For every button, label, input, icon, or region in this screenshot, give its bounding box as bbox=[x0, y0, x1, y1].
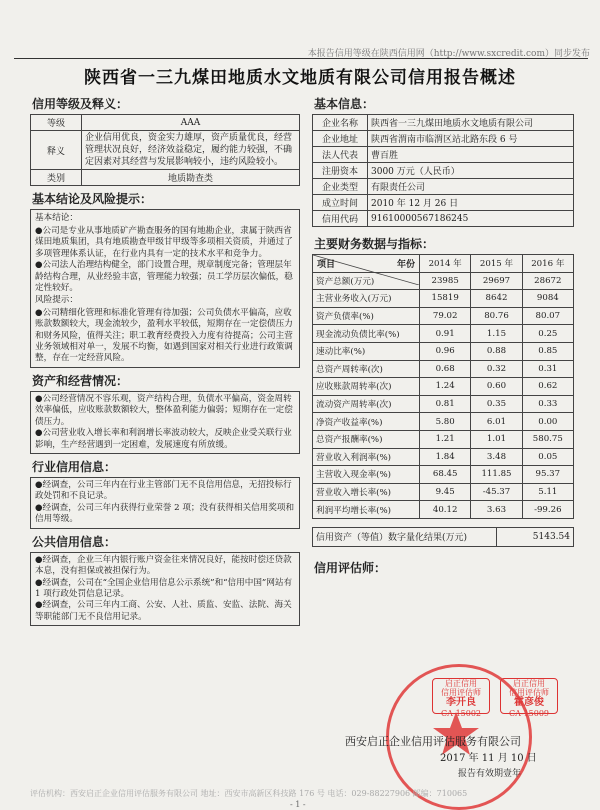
finance-value: 0.62 bbox=[522, 378, 573, 396]
ops-item: ●公司营业收入增长率和利润增长率波动较大，反映企业受关联行业影响，生产经营遇到一定困难，发展速度有所放缓。 bbox=[35, 428, 292, 450]
finance-value: 15819 bbox=[420, 290, 471, 308]
report-title: 陕西省一三九煤田地质水文地质有限公司信用报告概述 bbox=[84, 68, 516, 88]
finance-value: 0.05 bbox=[522, 448, 573, 466]
table-row bbox=[313, 466, 574, 484]
validity-note: 报告有效期壹年 bbox=[458, 769, 522, 779]
finance-value: 0.32 bbox=[471, 360, 522, 378]
finance-value: 80.07 bbox=[522, 307, 573, 325]
finance-value: 6.01 bbox=[471, 413, 522, 431]
page-number: - 1 - bbox=[290, 800, 306, 809]
stamp-name: 李开良 bbox=[446, 697, 476, 709]
item-label: 项目 bbox=[317, 259, 336, 270]
public-item: ●经调查，企业三年内银行账户资金往来情况良好，能按时偿还贷款本息，没有担保或被担保行为。 bbox=[35, 554, 292, 577]
table-row bbox=[313, 131, 574, 147]
finance-value: 1.84 bbox=[420, 448, 471, 466]
finance-value: 5.11 bbox=[522, 483, 573, 501]
finance-metric: 营业收入增长率(%) bbox=[313, 483, 420, 501]
finance-value: 0.31 bbox=[522, 360, 573, 378]
risk-item: ●公司精细化管理和标准化管理有待加强；公司负债水平偏高，应收账款数额较大，现金流较少，盈利水平较低，短期存在一定偿债压力和财务风险，值得关注；职工教育经费投入力度有待提高；公司主营业务领域相对单一，发展不均衡，如遇到国家对相关行业进行政策调整，存在一定经营风险。 bbox=[35, 307, 293, 364]
issue-date: 2017 年 11 月 10 日 bbox=[440, 753, 537, 764]
finance-value: -99.26 bbox=[522, 501, 573, 519]
finance-value: 1.24 bbox=[420, 378, 471, 396]
ops-heading: 资产和经营情况： bbox=[32, 373, 129, 388]
stamp-top: 启正信用 bbox=[513, 679, 545, 688]
conclusion-item: ●公司是专业从事地质矿产勘查服务的国有地勘企业，隶属于陕西省煤田地质集团，具有地质勘查甲级甘甲级等多项相关资质，并通过了多项管理体系认证，在行业内具有一定的技术水平和竞争力。 bbox=[35, 225, 293, 259]
finance-value: 3.48 bbox=[471, 448, 522, 466]
finance-metric: 总资产报酬率(%) bbox=[313, 430, 420, 448]
footer-contact: 评估机构：西安启正企业信用评估服务有限公司 地址：西安市高新区科技路 176 号 电话：029-88227906 邮编：710065 bbox=[30, 789, 468, 798]
score-label: 信用资产（等值）数字量化结果(万元) bbox=[313, 527, 497, 546]
finance-metric: 资产负债率(%) bbox=[313, 307, 420, 325]
basic-info-value: 曹百胜 bbox=[368, 147, 574, 163]
finance-value: 8642 bbox=[471, 290, 522, 308]
stamp-no: CA-15009 bbox=[508, 708, 550, 718]
basic-info-key: 企业地址 bbox=[313, 131, 368, 147]
table-row bbox=[31, 131, 300, 170]
table-row bbox=[313, 147, 574, 163]
finance-metric: 净资产收益率(%) bbox=[313, 413, 420, 431]
basic-risk-heading: 基本结论及风险提示： bbox=[32, 192, 153, 207]
right-column bbox=[312, 95, 574, 578]
finance-heading: 主要财务数据与指标： bbox=[314, 237, 435, 251]
basic-info-key: 企业类型 bbox=[313, 179, 368, 195]
grade-desc-value: 企业信用优良，资金实力雄厚，资产质量优良，经营管理状况良好，经济效益稳定，履约能力较强，不确定因素对其经营与发展影响较小，违约风险较小。 bbox=[82, 131, 300, 170]
stamp-no: CA-15002 bbox=[440, 708, 482, 718]
basic-info-key: 注册资本 bbox=[313, 163, 368, 179]
table-header-row bbox=[313, 255, 574, 273]
finance-metric: 主营收入现金率(%) bbox=[313, 466, 420, 484]
basic-info-key: 信用代码 bbox=[313, 211, 368, 227]
industry-item: ●经调查，公司三年内获得行业荣誉 2 项；没有获得相关信用奖项和信用等级。 bbox=[35, 502, 295, 525]
basic-risk-box bbox=[30, 209, 300, 367]
finance-value: 0.00 bbox=[522, 413, 573, 431]
finance-value: 40.12 bbox=[420, 501, 471, 519]
industry-item: ●经调查，公司三年内在行业主管部门无不良信用信息，无招投标行政处罚和不良记录。 bbox=[35, 480, 292, 502]
year-header: 2015 年 bbox=[471, 255, 522, 273]
table-row bbox=[313, 163, 574, 179]
finance-metric: 主营业务收入(万元) bbox=[313, 290, 420, 308]
finance-value: 0.68 bbox=[420, 360, 471, 378]
table-row bbox=[313, 378, 574, 396]
table-row bbox=[313, 448, 574, 466]
grade-heading: 信用等级及释义： bbox=[32, 97, 129, 111]
finance-value: 3.63 bbox=[471, 501, 522, 519]
finance-table bbox=[312, 254, 574, 519]
table-row bbox=[313, 430, 574, 448]
finance-value: 0.85 bbox=[522, 342, 573, 360]
conclusion-item: ●公司法人治理结构健全，部门设置合理，规章制度完备；管理层年龄结构合理，从业经验丰富，管理能力较强；员工学历层次偏低，稳定性较好。 bbox=[35, 260, 293, 293]
stamp-mid: 信用评估师 bbox=[509, 688, 549, 698]
finance-value: 0.81 bbox=[420, 395, 471, 413]
finance-value: 28672 bbox=[522, 272, 573, 290]
finance-metric: 利润平均增长率(%) bbox=[313, 501, 420, 519]
grade-level-key: 等级 bbox=[31, 115, 82, 131]
finance-value: 0.33 bbox=[522, 395, 573, 413]
finance-metric: 应收账款周转率(次) bbox=[313, 378, 420, 396]
finance-value: 79.02 bbox=[420, 307, 471, 325]
finance-value: 0.88 bbox=[471, 342, 522, 360]
table-row bbox=[313, 179, 574, 195]
finance-value: 111.85 bbox=[471, 466, 522, 484]
year-label: 年份 bbox=[396, 260, 415, 270]
finance-value: 0.96 bbox=[420, 342, 471, 360]
industry-box bbox=[30, 477, 300, 529]
basic-info-key: 法人代表 bbox=[313, 147, 368, 163]
public-item: ●经调查，公司三年内工商、公安、人社、质监、安监、法院、海关等职能部门无不良信用记录。 bbox=[35, 600, 292, 622]
finance-value: -45.37 bbox=[471, 483, 522, 501]
issuer-company: 西安启正企业信用评估服务有限公司 bbox=[345, 735, 521, 748]
basic-info-value: 有限责任公司 bbox=[368, 179, 574, 195]
finance-value: 0.60 bbox=[471, 378, 522, 396]
public-item: ●经调查，公司在“全国企业信用信息公示系统”和“信用中国”网站有 1 项行政处罚信息记录。 bbox=[35, 577, 293, 599]
finance-value: 68.45 bbox=[420, 466, 471, 484]
finance-value: 0.35 bbox=[471, 395, 522, 413]
finance-value: 1.21 bbox=[420, 430, 471, 448]
finance-metric: 资产总额(万元) bbox=[313, 272, 420, 290]
ops-item: ●公司经营情况不容乐观，资产结构合理，负债水平偏高，资金周转效率偏低，应收账款数额较大，整体盈利能力偏弱；短期存在一定偿债压力。 bbox=[35, 393, 293, 427]
year-header: 2014 年 bbox=[420, 255, 471, 273]
industry-heading: 行业信用信息： bbox=[32, 460, 117, 475]
table-row bbox=[313, 195, 574, 211]
grade-desc-key: 释义 bbox=[31, 131, 82, 170]
grade-type-key: 类别 bbox=[31, 170, 82, 186]
table-row bbox=[313, 115, 574, 131]
table-row bbox=[313, 290, 574, 308]
table-row bbox=[31, 170, 300, 186]
finance-value: 1.15 bbox=[471, 325, 522, 343]
finance-value: 23985 bbox=[420, 272, 471, 290]
basic-info-key: 成立时间 bbox=[313, 195, 368, 211]
finance-metric: 营业收入利润率(%) bbox=[313, 448, 420, 466]
basic-info-table bbox=[312, 114, 574, 227]
year-header: 2016 年 bbox=[522, 255, 573, 273]
table-row bbox=[313, 325, 574, 343]
table-row bbox=[31, 115, 300, 131]
year-item-header bbox=[313, 255, 420, 273]
finance-value: 580.75 bbox=[522, 430, 573, 448]
stamp-top: 启正信用 bbox=[445, 679, 477, 688]
table-row bbox=[313, 483, 574, 501]
stamp-mid: 信用评估师 bbox=[441, 688, 481, 698]
basic-info-value: 陕西省一三九煤田地质水文地质有限公司 bbox=[368, 115, 574, 131]
public-box bbox=[30, 552, 300, 627]
table-row bbox=[313, 342, 574, 360]
left-column bbox=[30, 95, 300, 626]
score-table bbox=[312, 527, 574, 547]
table-row bbox=[313, 307, 574, 325]
finance-metric: 现金流动负债比率(%) bbox=[313, 325, 420, 343]
basic-info-value: 3000 万元（人民币） bbox=[368, 163, 574, 179]
finance-value: 9.45 bbox=[420, 483, 471, 501]
finance-value: 80.76 bbox=[471, 307, 522, 325]
basic-info-value: 91610000567186245 bbox=[368, 211, 574, 227]
ops-box bbox=[30, 391, 300, 454]
finance-value: 95.37 bbox=[522, 466, 573, 484]
finance-value: 1.01 bbox=[471, 430, 522, 448]
table-row bbox=[313, 501, 574, 519]
finance-metric: 速动比率(%) bbox=[313, 342, 420, 360]
table-row bbox=[313, 211, 574, 227]
finance-value: 5.80 bbox=[420, 413, 471, 431]
table-row bbox=[313, 360, 574, 378]
table-row bbox=[313, 395, 574, 413]
header-note: 本报告信用等级在陕西信用网（http://www.sxcredit.com）同步发布 bbox=[307, 49, 590, 59]
basic-info-value: 2010 年 12 月 26 日 bbox=[368, 195, 574, 211]
finance-value: 0.91 bbox=[420, 325, 471, 343]
risk-subheading: 风险提示： bbox=[35, 295, 78, 306]
table-row bbox=[313, 527, 574, 546]
grade-type-value: 地质勘查类 bbox=[82, 170, 300, 186]
basic-info-heading: 基本信息： bbox=[314, 97, 375, 111]
basic-info-key: 企业名称 bbox=[313, 115, 368, 131]
evaluator-heading: 信用评估师： bbox=[314, 560, 387, 575]
finance-metric: 总资产周转率(次) bbox=[313, 360, 420, 378]
finance-metric: 流动资产周转率(次) bbox=[313, 395, 420, 413]
table-row bbox=[313, 413, 574, 431]
score-value: 5143.54 bbox=[497, 527, 574, 546]
grade-level-value: AAA bbox=[82, 115, 300, 131]
public-heading: 公共信用信息： bbox=[32, 534, 117, 549]
finance-value: 0.25 bbox=[522, 325, 573, 343]
header-rule bbox=[14, 58, 588, 59]
basic-info-value: 陕西省渭南市临渭区站北路东段 6 号 bbox=[368, 131, 574, 147]
finance-value: 9084 bbox=[522, 290, 573, 308]
conclusion-subheading: 基本结论： bbox=[35, 213, 78, 224]
stamp-name: 霍彦俊 bbox=[514, 697, 544, 709]
finance-value: 29697 bbox=[471, 272, 522, 290]
grade-table bbox=[30, 114, 300, 186]
